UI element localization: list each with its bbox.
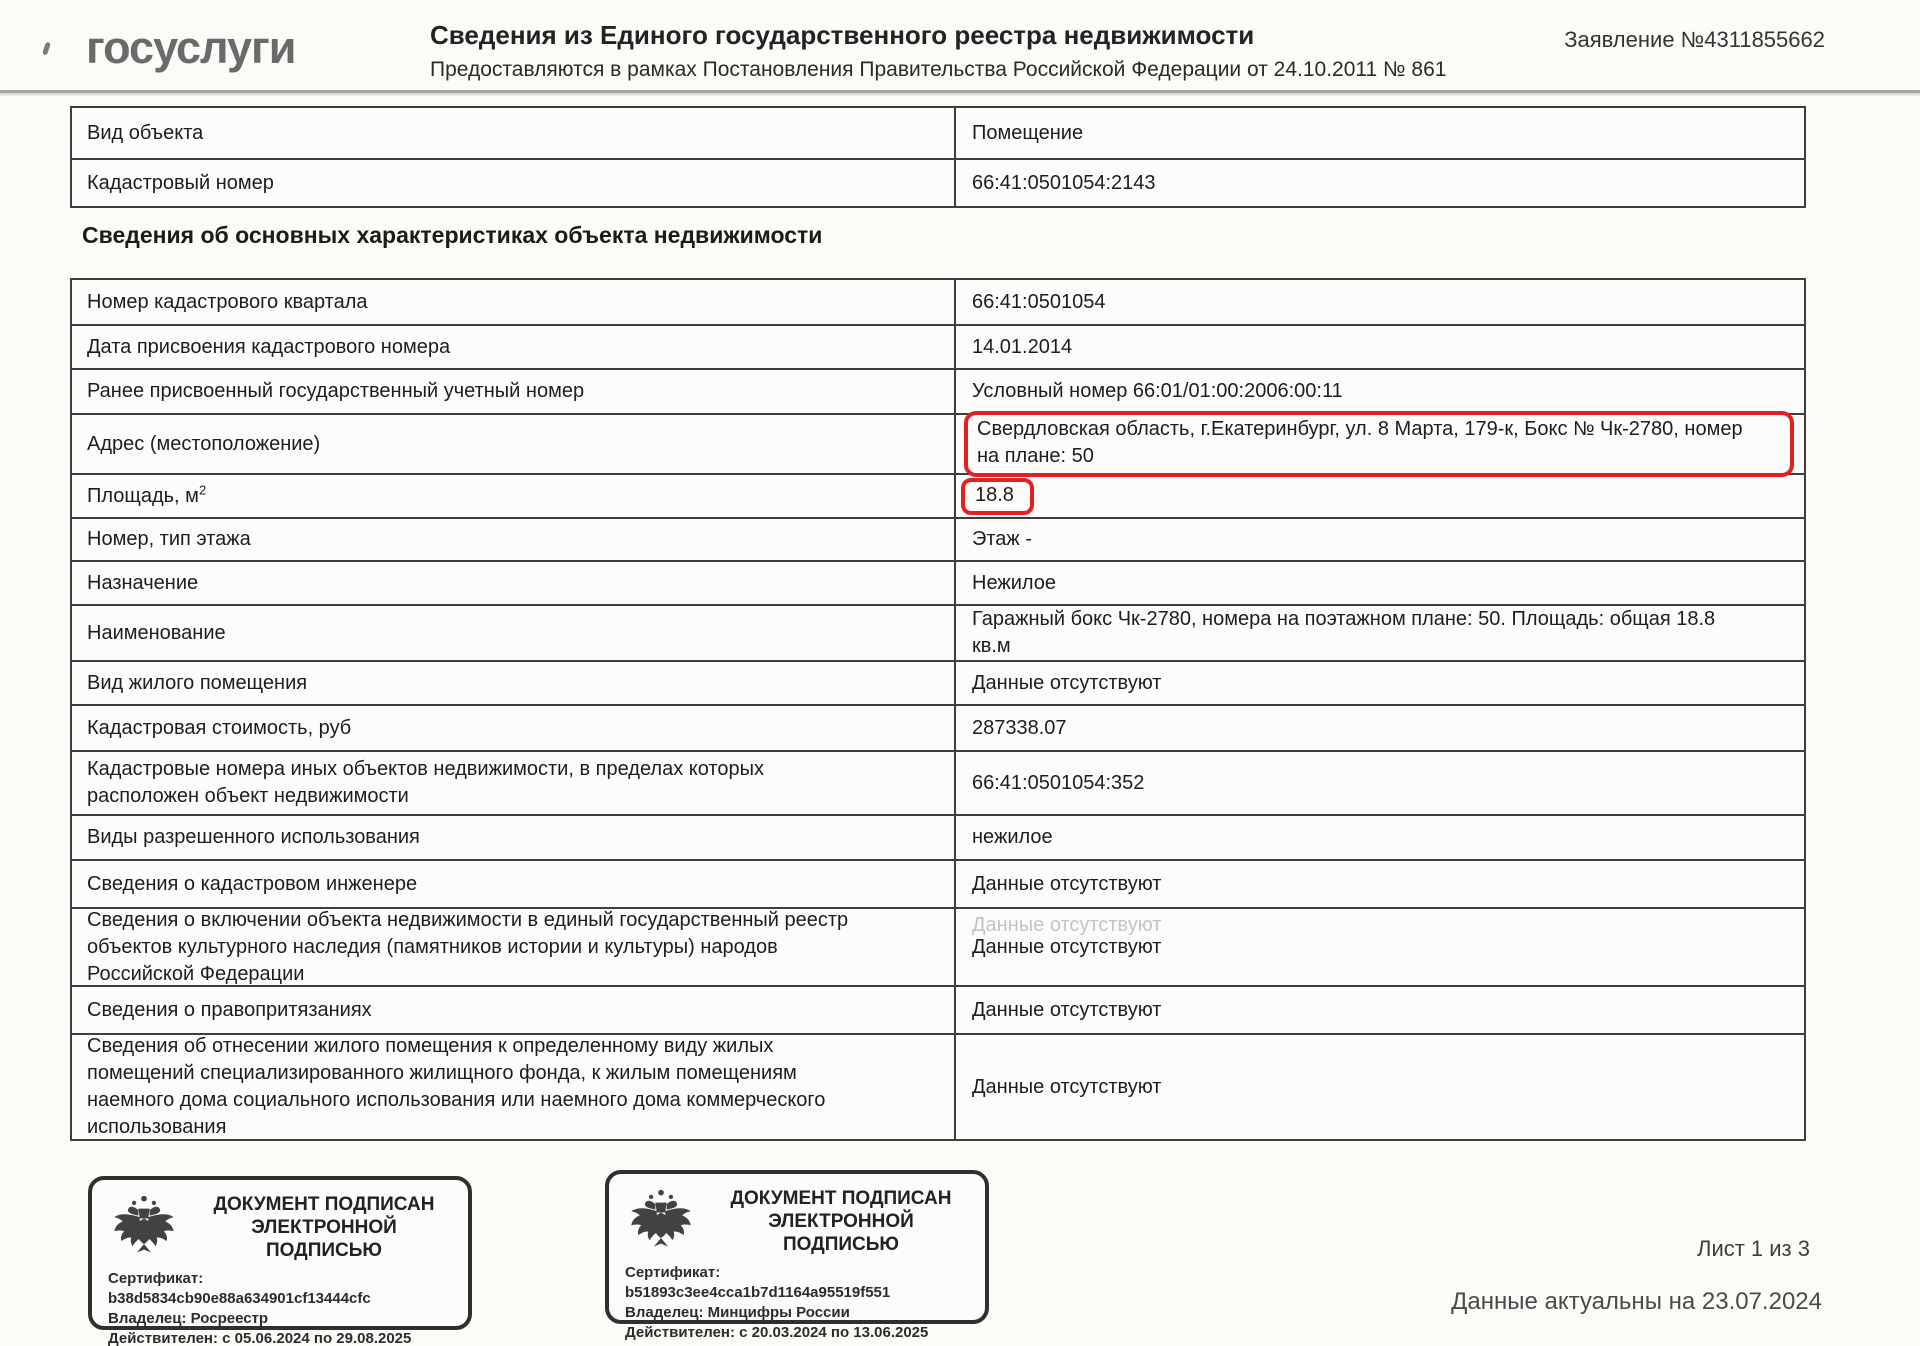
application-number: Заявление №4311855662 xyxy=(1564,27,1825,52)
row-label: Адрес (местоположение) xyxy=(72,415,956,473)
row-value: Помещение xyxy=(972,121,1084,144)
row-label: Кадастровый номер xyxy=(72,160,956,206)
row-label: Сведения об отнесении жилого помещения к определенному виду жилых помещений специализированного жилищного фонда, к жилым помещениям наемного дома социального использования или наемного дома коммерческого использования xyxy=(72,1035,956,1139)
row-label: Сведения о правопритязаниях xyxy=(72,987,956,1033)
table-row xyxy=(72,859,1804,907)
row-value: Данные отсутствуют xyxy=(972,998,1162,1021)
table-row xyxy=(72,158,1804,206)
stamp-owner: Владелец: Росреестр xyxy=(108,1310,269,1327)
row-value: 66:41:0501054:352 xyxy=(972,771,1145,794)
main-characteristics-table xyxy=(70,278,1806,1141)
scan-artifact-mark xyxy=(42,42,51,56)
row-value: Этаж - xyxy=(972,528,1033,550)
row-label: Сведения о включении объекта недвижимости в единый государственный реестр объектов культурного наследия (памятников истории и культуры) народов Российской Федерации xyxy=(72,909,956,985)
row-label: Вид жилого помещения xyxy=(72,662,956,704)
object-summary-table xyxy=(70,106,1806,208)
row-value: 66:41:0501054 xyxy=(972,290,1106,313)
row-label: Номер кадастрового квартала xyxy=(72,280,956,324)
row-label: Назначение xyxy=(72,562,956,604)
row-label: Площадь, $м^2$ xyxy=(72,475,956,517)
table-row xyxy=(72,985,1804,1033)
stamp-certificate: Сертификат: b38d5834cb90e88a634901cf13444cfc xyxy=(108,1270,371,1307)
signature-stamp-rosreestr xyxy=(88,1176,472,1346)
table-row xyxy=(72,280,1804,324)
stamp-validity: Действителен: с 20.03.2024 по 13.06.2025 xyxy=(625,1324,929,1341)
stamp-certificate: Сертификат: b51893c3ee4cca1b7d1164a95519f551 xyxy=(625,1264,891,1301)
stamp-title: ДОКУМЕНТ ПОДПИСАН ЭЛЕКТРОННОЙ ПОДПИСЬЮ xyxy=(213,1193,435,1261)
red-highlight-box: Свердловская область, г.Екатеринбург, ул. 8 Марта, 179-к, Бокс № Чк-2780, номер на плане: 50 xyxy=(964,411,1794,477)
header-divider xyxy=(0,90,1920,93)
row-value: Нежилое xyxy=(972,571,1057,594)
row-value: Данные отсутствуют xyxy=(972,872,1162,895)
row-label: Наименование xyxy=(72,606,956,660)
gosuslugi-logo: госуслуги xyxy=(86,22,296,73)
table-row xyxy=(72,814,1804,859)
signature-stamp-mincifry xyxy=(605,1170,989,1341)
table-row xyxy=(72,660,1804,704)
stamp-title: ДОКУМЕНТ ПОДПИСАН ЭЛЕКТРОННОЙ ПОДПИСЬЮ xyxy=(730,1187,952,1255)
row-value xyxy=(956,415,1804,473)
stamp-validity: Действителен: с 05.06.2024 по 29.08.2025 xyxy=(108,1330,412,1346)
row-label: Дата присвоения кадастрового номера xyxy=(72,326,956,368)
data-actual-date: Данные актуальны на 23.07.2024 xyxy=(1451,1288,1822,1315)
document-title: Сведения из Единого государственного реестра недвижимости xyxy=(430,20,1255,50)
table-row xyxy=(72,750,1804,814)
row-value: Данные отсутствуют Данные отсутствуют xyxy=(972,914,1162,958)
row-label: Сведения о кадастровом инженере xyxy=(72,861,956,907)
row-value: Гаражный бокс Чк-2780, номера на поэтажном плане: 50. Площадь: общая 18.8 кв.м xyxy=(972,608,1716,657)
table-row xyxy=(72,324,1804,368)
row-value: нежилое xyxy=(972,826,1053,848)
table-row xyxy=(72,704,1804,750)
row-value: Условный номер 66:01/01:00:2006:00:11 xyxy=(972,380,1343,402)
row-label: Кадастровые номера иных объектов недвижимости, в пределах которых расположен объект недвижимости xyxy=(72,752,956,814)
row-label: Кадастровая стоимость, руб xyxy=(72,706,956,750)
row-value: Данные отсутствуют xyxy=(972,671,1162,694)
document-subtitle: Предоставляются в рамках Постановления Правительства Российской Федерации от 24.10.2011 № 861 xyxy=(430,58,1447,81)
scan-ghost-text: Данные отсутствуют xyxy=(972,914,1162,936)
table-row-area xyxy=(72,473,1804,517)
section-title: Сведения об основных характеристиках объекта недвижимости xyxy=(82,222,823,248)
sheet-number: Лист 1 из 3 xyxy=(1697,1236,1810,1261)
row-value: Данные отсутствуют xyxy=(972,1075,1162,1098)
row-label: Ранее присвоенный государственный учетный номер xyxy=(72,370,956,413)
table-row xyxy=(72,108,1804,158)
row-value xyxy=(956,475,1804,517)
eagle-emblem-icon xyxy=(108,1193,180,1261)
table-row xyxy=(72,1033,1804,1139)
table-row-address xyxy=(72,413,1804,473)
table-row xyxy=(72,604,1804,660)
red-highlight-box: 18.8 xyxy=(961,478,1034,515)
table-row xyxy=(72,517,1804,560)
row-value: 66:41:0501054:2143 xyxy=(972,171,1156,194)
table-row xyxy=(72,907,1804,985)
row-value: 287338.07 xyxy=(972,716,1067,739)
table-row xyxy=(72,560,1804,604)
stamp-owner: Владелец: Минцифры России xyxy=(625,1304,850,1321)
row-label: Вид объекта xyxy=(72,108,956,158)
row-label: Номер, тип этажа xyxy=(72,519,956,560)
row-label: Виды разрешенного использования xyxy=(72,816,956,859)
row-value: 14.01.2014 xyxy=(972,335,1073,358)
table-row xyxy=(72,368,1804,413)
eagle-emblem-icon xyxy=(625,1187,697,1255)
